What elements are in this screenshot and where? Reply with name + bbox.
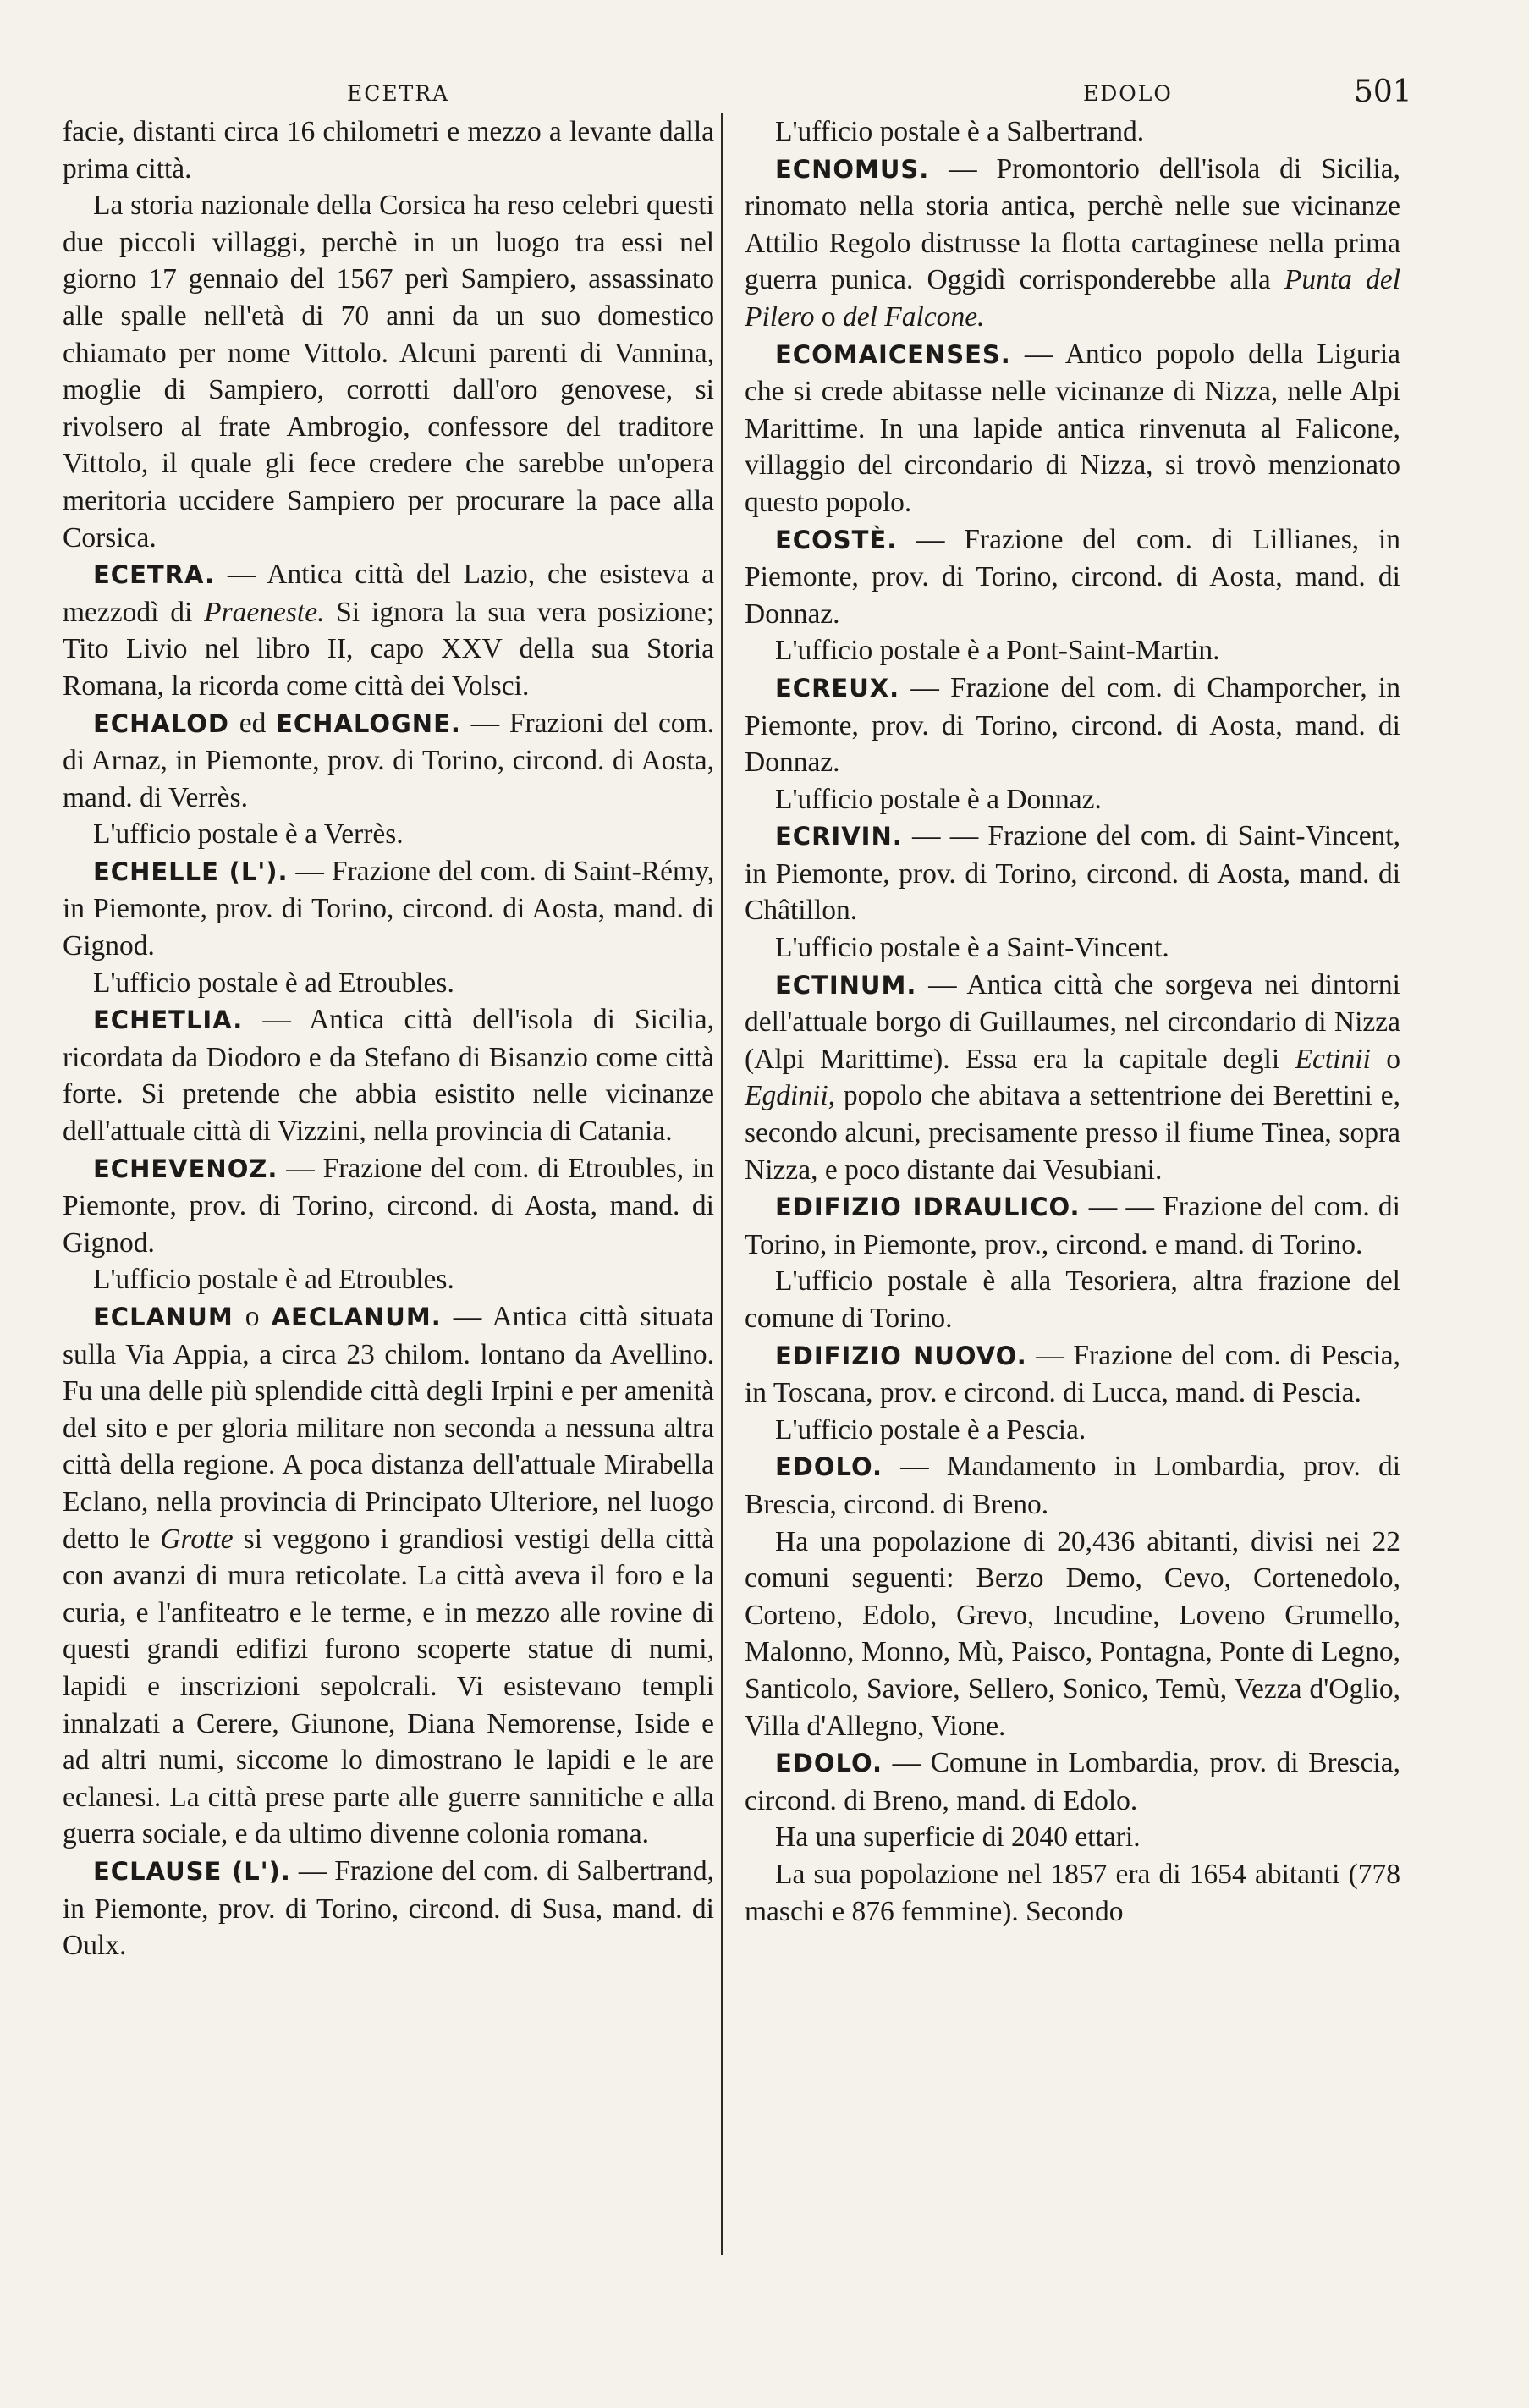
paragraph: La sua popolazione nel 1857 era di 1654 abitanti (778 maschi e 876 femmine). Secondo bbox=[745, 1858, 1400, 1927]
entry-headword: ECRIVIN. bbox=[775, 822, 903, 851]
entry-edifizio-nuovo bbox=[745, 1337, 1400, 1412]
entry-postal: L'ufficio postale è ad Etroubles. bbox=[93, 1264, 454, 1296]
left-column bbox=[63, 113, 714, 1964]
entry-echevenoz bbox=[63, 1150, 714, 1262]
entry-headword: ECNOMUS. bbox=[775, 154, 930, 184]
entry-headword: ECHALOD bbox=[93, 708, 229, 738]
entry-text: — Frazione del com. di Lillianes, in Piemonte, prov. di Torino, circond. di Aosta, mand. di Donnaz. bbox=[745, 523, 1400, 630]
entry-echetlia bbox=[63, 1001, 714, 1149]
entry-italic: Ectinii bbox=[1295, 1043, 1371, 1075]
entry-headword: ECETRA. bbox=[93, 560, 216, 590]
entry-text: — Antica città situata sulla Via Appia, a circa 23 chilom. lontano da Avellino. Fu una delle più splendide città degli Irpini e per amenità del sito e per gloria militare non seconda a nessuna altra città della regione. A poca distanza dell'attuale Mirabella Eclano, nella provincia di Principato Ulteriore, nel luogo detto le bbox=[63, 1301, 714, 1555]
entry-text: o bbox=[814, 300, 843, 333]
entry-ecetra bbox=[63, 556, 714, 704]
entry-ecoste bbox=[745, 521, 1400, 633]
entry-headword: EDIFIZIO NUOVO. bbox=[775, 1341, 1027, 1370]
entry-headword: AECLANUM. bbox=[271, 1303, 442, 1331]
entry-italic: Punta del Pilero bbox=[745, 264, 1400, 333]
entry-eclanum bbox=[63, 1298, 714, 1853]
entry-headword: ECOMAICENSES. bbox=[775, 339, 1011, 369]
paragraph: Ha una popolazione di 20,436 abitanti, divisi nei 22 comuni seguenti: Berzo Demo, Cevo, Cortenedolo, Corteno, Edolo, Grevo, Incudine, Loveno Grumello, Malonno, Monno, Mù, Paisco, Pontagna, Ponte di Legno, Santicolo, Saviore, Sellero, Sonico, Temù, Vezza d'Oglio, Villa d'Allegno, Vione. bbox=[745, 1525, 1400, 1742]
entry-echalod bbox=[63, 705, 714, 817]
entry-headword: EDOLO. bbox=[775, 1452, 883, 1482]
entry-headword: ECHEVENOZ. bbox=[93, 1154, 278, 1183]
entry-postal: L'ufficio postale è a Pont-Saint-Martin. bbox=[775, 635, 1220, 667]
column-divider bbox=[721, 113, 723, 2255]
entry-edolo-comune bbox=[745, 1744, 1400, 1819]
entry-text: — Comune in Lombardia, prov. di Brescia, circond. di Breno, mand. di Edolo. bbox=[745, 1747, 1400, 1816]
entry-ectinum bbox=[745, 967, 1400, 1189]
entry-postal: L'ufficio postale è a Donnaz. bbox=[775, 783, 1102, 815]
entry-ecnomus bbox=[745, 151, 1400, 336]
paragraph: Ha una superficie di 2040 ettari. bbox=[775, 1821, 1141, 1854]
entry-postal: L'ufficio postale è a Pescia. bbox=[775, 1413, 1086, 1446]
running-head-right: EDOLO bbox=[1083, 81, 1173, 106]
entry-text: — Antica città che sorgeva nei dintorni dell'attuale borgo di Guillaumes, nel circondario di Nizza (Alpi Marittime). Essa era la capitale degli bbox=[745, 968, 1400, 1075]
entry-text: — Frazioni del com. di Arnaz, in Piemonte, prov. di Torino, circond. di Aosta, mand. di Verrès. bbox=[63, 707, 714, 813]
entry-ecrivin bbox=[745, 818, 1400, 929]
entry-text: — Frazione del com. di Champorcher, in Piemonte, prov. di Torino, circond. di Aosta, mand. di Donnaz. bbox=[745, 671, 1400, 779]
entry-text: si veggono i grandiosi vestigi della città con avanzi di mura reticolate. La città aveva il foro e la curia, e l'anfiteatro e le terme, e in mezzo alle rovine di questi grandi edifizi furono scoperte statue di numi, lapidi e inscrizioni sepolcrali. Vi esistevano templi innalzati a Cerere, Giunone, Diana Nemorense, Iside e ad altri numi, siccome lo dimostrano le lapidi e le are eclanesi. La città prese parte alle guerre sannitiche e alla guerra sociale, e da ultimo divenne colonia romana. bbox=[63, 1523, 714, 1850]
entry-text: — Promontorio dell'isola di Sicilia, rinomato nella storia antica, perchè nelle sue vicinanze Attilio Regolo distrusse la flotta cartaginese nella prima guerra punica. Oggidì corrisponderebbe alla bbox=[745, 152, 1400, 296]
entry-text: — Frazione del com. di Pescia, in Toscana, prov. e circond. di Lucca, mand. di Pescia. bbox=[745, 1339, 1401, 1409]
entry-text: — Frazione del com. di Salbertrand, in Piemonte, prov. di Torino, circond. di Susa, mand. di Oulx. bbox=[63, 1854, 714, 1962]
entry-headword: ECOSTÈ. bbox=[775, 525, 898, 554]
entry-text: — — Frazione del com. di Torino, in Piemonte, prov., circond. e mand. di Torino. bbox=[745, 1191, 1400, 1260]
entry-postal: L'ufficio postale è alla Tesoriera, altra frazione del comune di Torino. bbox=[745, 1265, 1400, 1334]
entry-edifizio-idraulico bbox=[745, 1188, 1400, 1263]
entry-italic: Egdinii, bbox=[745, 1080, 836, 1112]
entry-headword: ECHALOGNE. bbox=[276, 708, 461, 738]
entry-headword: ECREUX. bbox=[775, 673, 900, 703]
page-number: 501 bbox=[1354, 74, 1412, 109]
entry-text: — Mandamento in Lombardia, prov. di Brescia, circond. di Breno. bbox=[745, 1451, 1400, 1520]
entry-postal: L'ufficio postale è a Saint-Vincent. bbox=[775, 932, 1169, 964]
entry-text: ed bbox=[228, 707, 277, 739]
entry-headword: EDOLO. bbox=[775, 1749, 883, 1778]
entry-text: o bbox=[1370, 1043, 1400, 1075]
entry-headword: ECTINUM. bbox=[775, 970, 917, 1000]
entry-edolo-mandamento bbox=[745, 1448, 1400, 1523]
entry-postal: L'ufficio postale è ad Etroubles. bbox=[93, 967, 454, 999]
entry-ecomaicenses bbox=[745, 336, 1400, 521]
entry-text: — Antica città dell'isola di Sicilia, ricordata da Diodoro e da Stefano di Bisanzio come città forte. Si pretende che abbia esistito nelle vicinanze dell'attuale città di Vizzini, nella provincia di Catania. bbox=[63, 1004, 714, 1148]
entry-text: — — Frazione del com. di Saint-Vincent, in Piemonte, prov. di Torino, circond. di Aosta, mand. di Châtillon. bbox=[745, 820, 1400, 927]
entry-text: — Antico popolo della Liguria che si crede abitasse nelle vicinanze di Nizza, nelle Alpi Marittime. In una lapide antica rinvenuta al Falicone, villaggio del circondario di Nizza, si trovò menzionato questo popolo. bbox=[745, 338, 1400, 518]
entry-text: o bbox=[233, 1301, 272, 1332]
entry-postal: L'ufficio postale è a Salbertrand. bbox=[775, 116, 1145, 147]
running-head-left: ECETRA bbox=[347, 81, 450, 106]
entry-text: Si ignora la sua vera posizione; Tito Livio nel libro II, capo XXV della sua Storia Romana, la ricorda come città dei Volsci. bbox=[63, 596, 714, 702]
entry-headword: ECHELLE (L'). bbox=[93, 857, 289, 886]
right-column bbox=[745, 113, 1400, 1930]
entry-text: — Antica città del Lazio, che esisteva a mezzodì di bbox=[63, 559, 714, 628]
entry-eclause bbox=[63, 1853, 714, 1964]
entry-italic: Grotte bbox=[160, 1523, 234, 1555]
entry-headword: ECLANUM bbox=[93, 1303, 234, 1331]
paragraph: La storia nazionale della Corsica ha reso celebri questi due piccoli villaggi, perchè in un luogo tra essi nel giorno 17 gennaio del 1567 perì Sampiero, assassinato alle spalle nell'età di 70 anni da un suo domestico chiamato per nome Vittolo. Alcuni parenti di Vannina, moglie di Sampiero, corrotti dall'oro genovese, si rivolsero al frate Ambrogio, confessore del traditore Vittolo, il quale gli fece credere che sarebbe un'opera meritoria uccidere Sampiero per procurare la pace alla Corsica. bbox=[63, 190, 714, 554]
entry-italic: del Falcone. bbox=[843, 300, 985, 333]
entry-text: — Frazione del com. di Saint-Rémy, in Piemonte, prov. di Torino, circond. di Aosta, mand. di Gignod. bbox=[63, 855, 714, 962]
entry-headword: ECHETLIA. bbox=[93, 1006, 244, 1035]
entry-headword: EDIFIZIO IDRAULICO. bbox=[775, 1193, 1081, 1222]
entry-headword: ECLAUSE (L'). bbox=[93, 1856, 291, 1886]
entry-italic: Praeneste. bbox=[204, 596, 325, 628]
entry-postal: L'ufficio postale è a Verrès. bbox=[93, 818, 404, 851]
entry-ecreux bbox=[745, 670, 1400, 781]
entry-text: popolo che abitava a settentrione dei Berettini e, secondo alcuni, precisamente presso il fiume Tinea, sopra Nizza, e poco distante dai Vesubiani. bbox=[745, 1080, 1400, 1186]
entry-text: — Frazione del com. di Etroubles, in Piemonte, prov. di Torino, circond. di Aosta, mand. di Gignod. bbox=[63, 1152, 714, 1259]
entry-echelle bbox=[63, 853, 714, 965]
paragraph: facie, distanti circa 16 chilometri e mezzo a levante dalla prima città. bbox=[63, 116, 714, 185]
